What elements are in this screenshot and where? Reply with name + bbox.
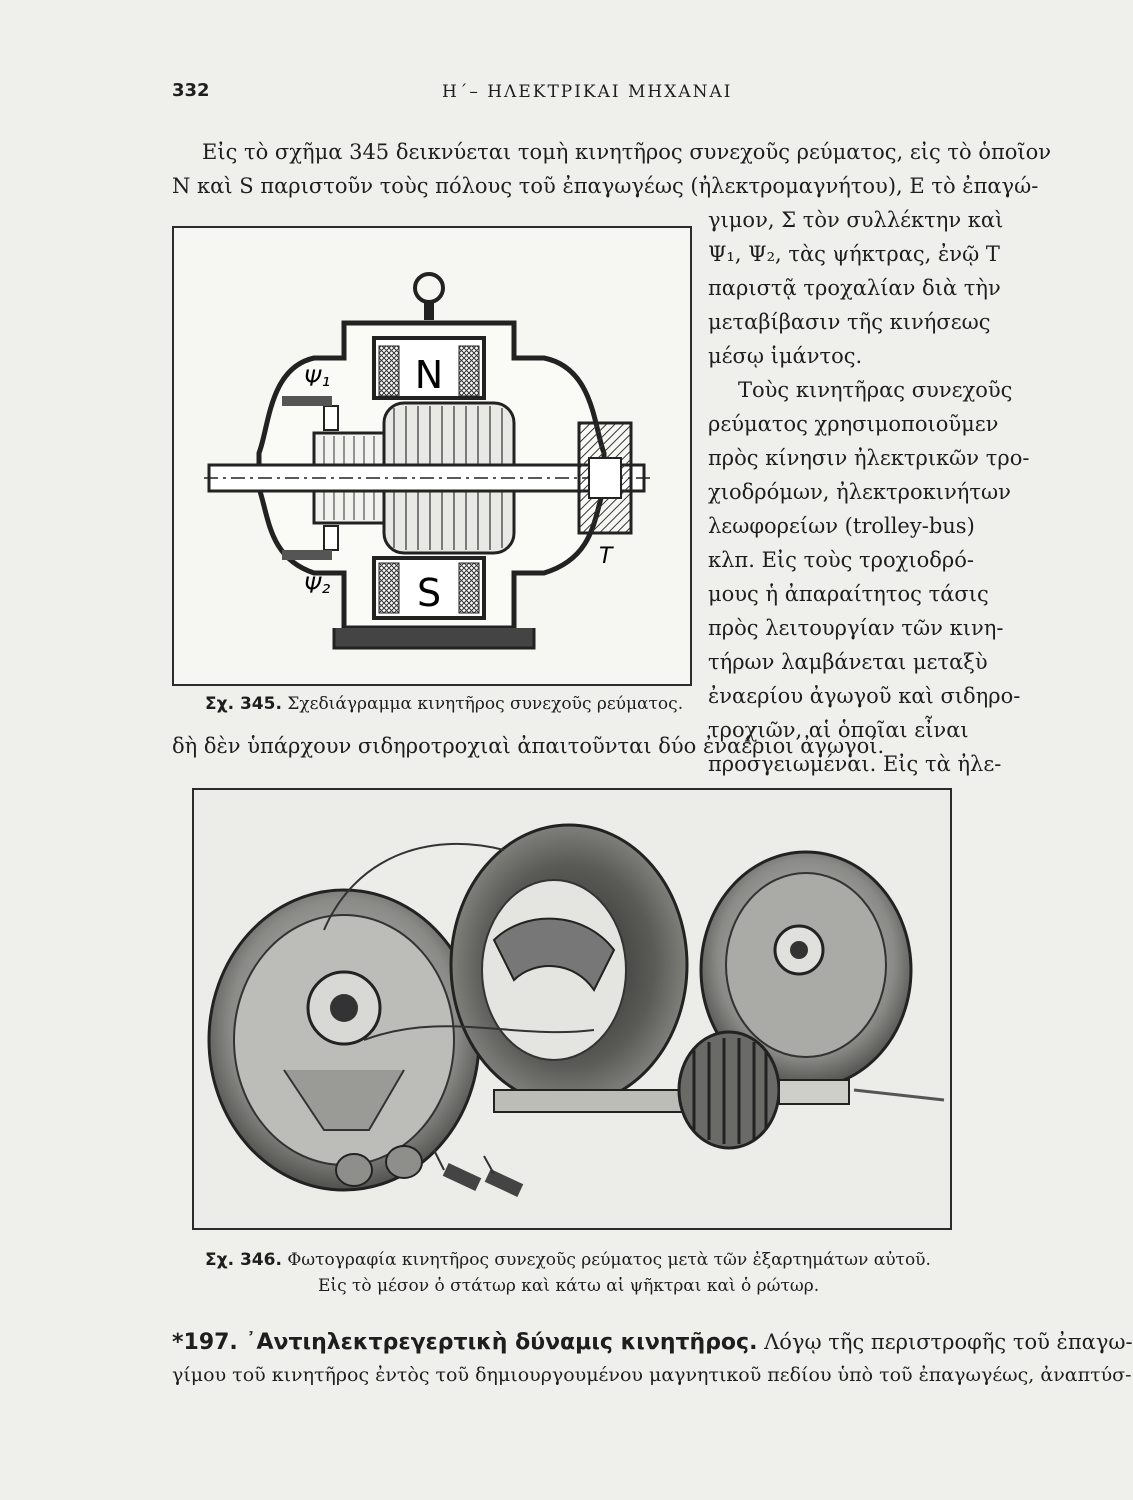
figure-346-caption-line-1 [205, 1250, 931, 1270]
figure-345-motor-diagram [172, 226, 692, 686]
figure-346-motor-photo [192, 788, 952, 1230]
running-title: Η΄– ΗΛΕΚΤΡΙΚΑΙ ΜΗΧΑΝΑΙ [442, 82, 733, 102]
pulley-t-label: T [599, 544, 613, 569]
brush-psi1-label: Ψ₁ [304, 367, 331, 392]
figure-346-caption-text-1: Φωτογραφία κινητῆρος συνεχοῦς ρεύματος μετὰ τῶν ἐξαρτημάτων αὐτοῦ. [287, 1250, 931, 1270]
right-line-13: πρὸς λειτουργίαν τῶν κινη- [708, 616, 1004, 640]
section-197-line-1-rest: Λόγῳ τῆς περιστροφῆς τοῦ ἐπαγω- [764, 1330, 1133, 1354]
continuation-line: δὴ δὲν ὑπάρχουν σιδηροτροχιαὶ ἀπαιτοῦνται δύο ἐναέριοι ἀγωγοί. [172, 734, 885, 758]
right-line-3: παριστᾷ τροχαλίαν διὰ τὴν [708, 276, 1001, 300]
right-line-12: μους ἡ ἀπαραίτητος τάσις [708, 582, 989, 606]
right-line-11: κλπ. Εἰς τοὺς τροχιοδρό- [708, 548, 974, 572]
right-line-10: λεωφορείων (trolley-bus) [708, 514, 975, 538]
right-line-17: προσγειωμέναι. Εἰς τὰ ἠλε- [708, 752, 1002, 776]
section-197-line-2: γίμου τοῦ κινητῆρος ἐντὸς τοῦ δημιουργουμένου μαγνητικοῦ πεδίου ὑπὸ τοῦ ἐπαγωγέως, ἀναπτύσ- [172, 1364, 1132, 1386]
right-line-7: ρεύματος χρησιμοποιοῦμεν [708, 412, 999, 436]
right-line-1: γιμον, Σ τὸν συλλέκτην καὶ [708, 208, 1004, 232]
figure-346-label: Σχ. 346. [205, 1250, 282, 1270]
right-line-2: Ψ₁, Ψ₂, τὰς ψήκτρας, ἐνῷ T [708, 242, 1000, 266]
right-line-15: ἐναερίου ἀγωγοῦ καὶ σιδηρο- [708, 684, 1021, 708]
page-header [172, 80, 912, 110]
section-197-line-1 [172, 1330, 1133, 1355]
section-197-title: *197. ᾿Αντιηλεκτρεγερτικὴ δύναμις κινητῆρος. [172, 1330, 758, 1355]
motor-parts-photo [194, 790, 950, 1228]
figure-346-caption-line-2: Εἰς τὸ μέσον ὁ στάτωρ καὶ κάτω αἱ ψῆκτραι καὶ ὁ ρώτωρ. [318, 1276, 820, 1296]
intro-line-2: N καὶ S παριστοῦν τοὺς πόλους τοῦ ἐπαγωγέως (ἠλεκτρομαγνήτου), E τὸ ἐπαγώ- [172, 174, 1039, 198]
figure-345-caption [205, 694, 683, 714]
brush-psi2-label: Ψ₂ [304, 574, 331, 599]
right-line-8: πρὸς κίνησιν ἠλεκτρικῶν τρο- [708, 446, 1030, 470]
page-number: 332 [172, 80, 210, 101]
right-line-5: μέσῳ ἱμάντος. [708, 344, 863, 368]
right-line-4: μεταβίβασιν τῆς κινήσεως [708, 310, 991, 334]
figure-345-label: Σχ. 345. [205, 694, 282, 714]
figure-345-caption-text: Σχεδιάγραμμα κινητῆρος συνεχοῦς ρεύματος. [287, 694, 684, 714]
right-line-6: Τοὺς κινητῆρας συνεχοῦς [738, 378, 1013, 402]
right-line-14: τήρων λαμβάνεται μεταξὺ [708, 650, 988, 674]
pole-n-label: N [414, 353, 444, 397]
motor-section-drawing [174, 228, 690, 684]
right-line-16: τροχιῶν, αἱ ὁποῖαι εἶναι [708, 718, 969, 742]
intro-line-1: Εἰς τὸ σχῆμα 345 δεικνύεται τομὴ κινητῆρος συνεχοῦς ρεύματος, εἰς τὸ ὁποῖον [202, 140, 1052, 164]
right-line-9: χιοδρόμων, ἠλεκτροκινήτων [708, 480, 1011, 504]
pole-s-label: S [416, 571, 442, 615]
